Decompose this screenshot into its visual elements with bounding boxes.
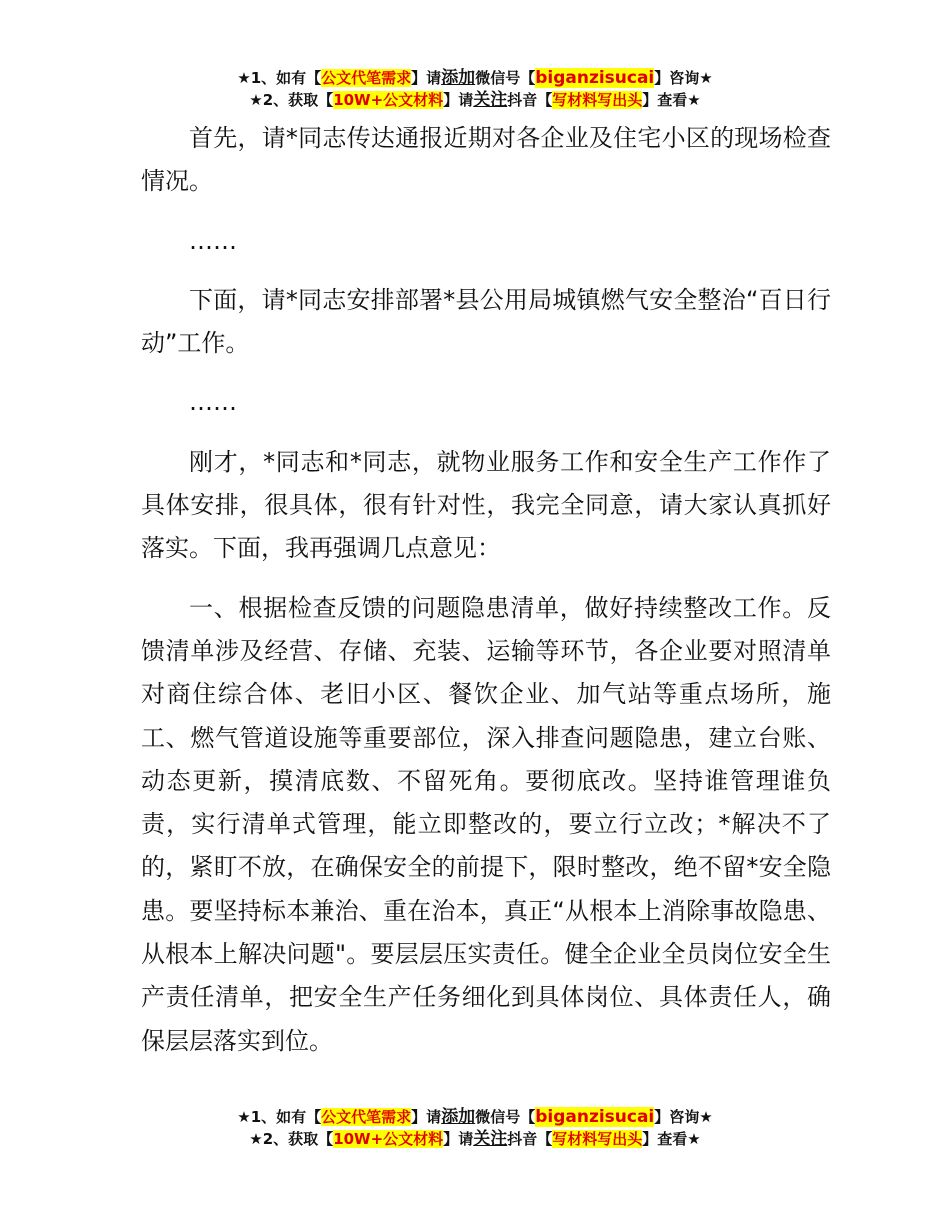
banner-highlight-service: 公文代笔需求 — [321, 1108, 412, 1126]
banner-highlight-service: 公文代笔需求 — [321, 69, 412, 87]
header-banner — [0, 67, 950, 111]
banner-text: 微信号【 — [475, 69, 536, 87]
banner-text: 微信号【 — [475, 1108, 536, 1126]
banner-text: 】咨询★ — [654, 69, 713, 87]
paragraph-ellipsis: …… — [189, 388, 237, 417]
banner-highlight-materials: 10W+公文材料 — [333, 91, 444, 109]
banner-text: 】查看★ — [642, 91, 701, 109]
banner-highlight-douyin: 写材料写出头 — [552, 91, 643, 109]
banner-text: 】请 — [443, 1130, 474, 1148]
banner-underlined-text: 添加 — [441, 1107, 476, 1127]
banner-text: ★1、如有【 — [237, 69, 322, 87]
banner-highlight-wechat-id: biganzisucai — [535, 1107, 655, 1127]
banner-text: 】查看★ — [642, 1130, 701, 1148]
banner-line-1 — [0, 1106, 950, 1128]
banner-line-1 — [0, 67, 950, 89]
paragraph-ellipsis: …… — [189, 226, 237, 255]
banner-underlined-text: 关注 — [473, 90, 508, 110]
banner-line-2 — [0, 1128, 950, 1150]
paragraph: 刚才，*同志和*同志，就物业服务工作和安全生产工作作了具体安排，很具体，很有针对性，我完全同意，请大家认真抓好落实。下面，我再强调几点意见： — [141, 447, 831, 563]
paragraph: 首先，请*同志传达通报近期对各企业及住宅小区的现场检查情况。 — [141, 124, 831, 196]
banner-highlight-douyin: 写材料写出头 — [552, 1130, 643, 1148]
banner-text: 】请 — [411, 1108, 442, 1126]
banner-text: 抖音【 — [507, 91, 553, 109]
banner-underlined-text: 关注 — [473, 1129, 508, 1149]
banner-text: 】咨询★ — [654, 1108, 713, 1126]
paragraph: 下面，请*同志安排部署*县公用局城镇燃气安全整治“百日行动”工作。 — [141, 285, 831, 358]
banner-highlight-wechat-id: biganzisucai — [535, 68, 655, 88]
banner-text: 】请 — [411, 69, 442, 87]
banner-text: ★2、获取【 — [249, 1130, 334, 1148]
document-body — [141, 117, 831, 1063]
banner-line-2 — [0, 89, 950, 111]
banner-highlight-materials: 10W+公文材料 — [333, 1130, 444, 1148]
banner-text: 抖音【 — [507, 1130, 553, 1148]
footer-banner — [0, 1106, 950, 1150]
banner-text: ★2、获取【 — [249, 91, 334, 109]
banner-text: ★1、如有【 — [237, 1108, 322, 1126]
banner-text: 】请 — [443, 91, 474, 109]
banner-underlined-text: 添加 — [441, 68, 476, 88]
paragraph: 一、根据检查反馈的问题隐患清单，做好持续整改工作。反馈清单涉及经营、存储、充装、运输等环节，各企业要对照清单对商住综合体、老旧小区、餐饮企业、加气站等重点场所，施工、燃气管道设施等重要部位，深入排查问题隐患，建立台账、动态更新，摸清底数、不留死角。要彻底改。坚持谁管理谁负责，实行清单式管理，能立即整改的，要立行立改；*解决不了的，紧盯不放，在确保安全的前提下，限时整改，绝不留*安全隐患。要坚持标本兼治、重在治本，真正“从根本上消除事故隐患、从根本上解决问题"。要层层压实责任。健全企业全员岗位安全生产责任清单，把安全生产任务细化到具体岗位、具体责任人，确保层层落实到位。 — [141, 593, 831, 1055]
